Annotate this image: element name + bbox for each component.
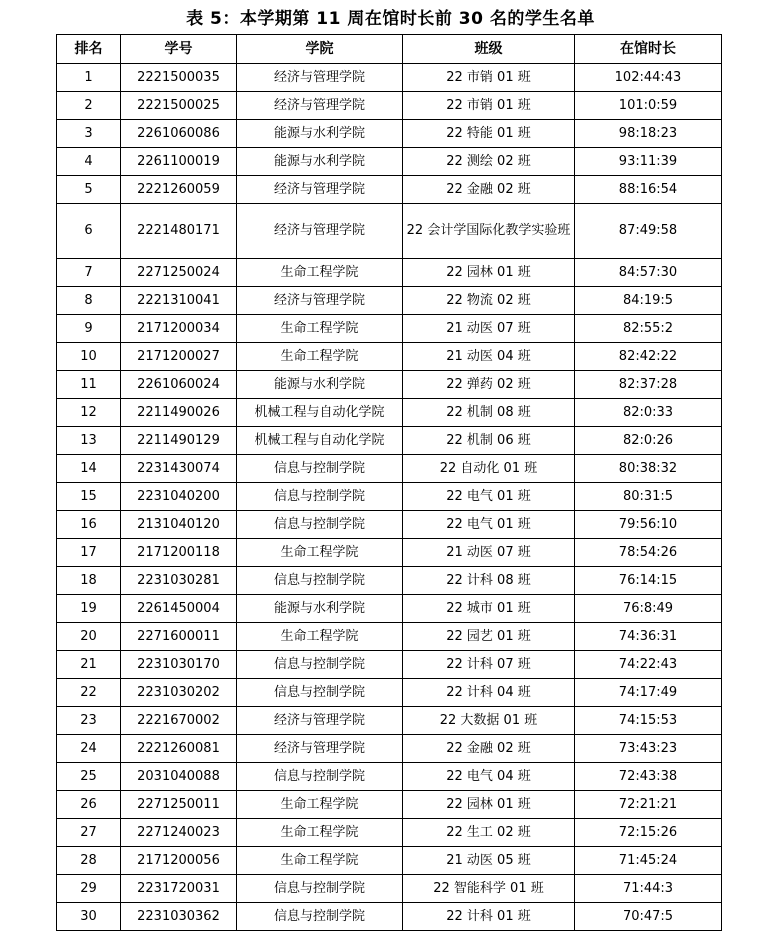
- cell-college: 生命工程学院: [237, 819, 403, 847]
- cell-class: 22 智能科学 01 班: [403, 875, 575, 903]
- table-row: [57, 455, 722, 483]
- table-row: [57, 259, 722, 287]
- cell-college: 能源与水利学院: [237, 148, 403, 176]
- cell-class: 22 自动化 01 班: [403, 455, 575, 483]
- cell-class: 22 电气 01 班: [403, 511, 575, 539]
- table-row: [57, 204, 722, 259]
- cell-rank: 16: [57, 511, 121, 539]
- cell-duration: 80:38:32: [575, 455, 722, 483]
- cell-duration: 88:16:54: [575, 176, 722, 204]
- cell-college: 信息与控制学院: [237, 903, 403, 931]
- header-rank: 排名: [57, 35, 121, 64]
- cell-college: 生命工程学院: [237, 259, 403, 287]
- cell-college: 能源与水利学院: [237, 371, 403, 399]
- cell-rank: 26: [57, 791, 121, 819]
- table-row: [57, 315, 722, 343]
- cell-college: 信息与控制学院: [237, 651, 403, 679]
- cell-college: 信息与控制学院: [237, 567, 403, 595]
- cell-rank: 25: [57, 763, 121, 791]
- table-row: [57, 651, 722, 679]
- cell-class: 22 计科 04 班: [403, 679, 575, 707]
- table-row: [57, 707, 722, 735]
- cell-student-id: 2261060086: [121, 120, 237, 148]
- table-row: [57, 483, 722, 511]
- student-ranking-table: [56, 34, 722, 931]
- cell-class: 22 生工 02 班: [403, 819, 575, 847]
- cell-rank: 10: [57, 343, 121, 371]
- table-row: [57, 791, 722, 819]
- table-row: [57, 679, 722, 707]
- cell-student-id: 2131040120: [121, 511, 237, 539]
- table-row: [57, 176, 722, 204]
- cell-rank: 2: [57, 92, 121, 120]
- cell-duration: 72:21:21: [575, 791, 722, 819]
- cell-duration: 74:36:31: [575, 623, 722, 651]
- cell-student-id: 2211490129: [121, 427, 237, 455]
- cell-duration: 93:11:39: [575, 148, 722, 176]
- cell-duration: 101:0:59: [575, 92, 722, 120]
- table-row: [57, 875, 722, 903]
- cell-rank: 1: [57, 64, 121, 92]
- cell-student-id: 2231030202: [121, 679, 237, 707]
- cell-rank: 22: [57, 679, 121, 707]
- cell-rank: 21: [57, 651, 121, 679]
- cell-duration: 74:17:49: [575, 679, 722, 707]
- cell-rank: 29: [57, 875, 121, 903]
- cell-student-id: 2231040200: [121, 483, 237, 511]
- cell-class: 21 动医 04 班: [403, 343, 575, 371]
- cell-duration: 98:18:23: [575, 120, 722, 148]
- cell-student-id: 2231030170: [121, 651, 237, 679]
- cell-duration: 82:0:33: [575, 399, 722, 427]
- table-row: [57, 511, 722, 539]
- cell-rank: 15: [57, 483, 121, 511]
- header-student-id: 学号: [121, 35, 237, 64]
- cell-class: 21 动医 07 班: [403, 539, 575, 567]
- cell-duration: 74:22:43: [575, 651, 722, 679]
- cell-college: 生命工程学院: [237, 623, 403, 651]
- cell-class: 22 城市 01 班: [403, 595, 575, 623]
- cell-student-id: 2221260081: [121, 735, 237, 763]
- cell-rank: 18: [57, 567, 121, 595]
- cell-rank: 30: [57, 903, 121, 931]
- cell-rank: 19: [57, 595, 121, 623]
- cell-college: 信息与控制学院: [237, 763, 403, 791]
- cell-rank: 5: [57, 176, 121, 204]
- cell-college: 生命工程学院: [237, 791, 403, 819]
- cell-rank: 4: [57, 148, 121, 176]
- cell-rank: 9: [57, 315, 121, 343]
- cell-college: 信息与控制学院: [237, 875, 403, 903]
- cell-class: 22 大数据 01 班: [403, 707, 575, 735]
- cell-college: 经济与管理学院: [237, 735, 403, 763]
- cell-student-id: 2261100019: [121, 148, 237, 176]
- cell-class: 22 弹药 02 班: [403, 371, 575, 399]
- cell-duration: 71:45:24: [575, 847, 722, 875]
- cell-duration: 72:15:26: [575, 819, 722, 847]
- cell-college: 经济与管理学院: [237, 92, 403, 120]
- cell-class: 22 电气 01 班: [403, 483, 575, 511]
- cell-class: 22 市销 01 班: [403, 64, 575, 92]
- cell-class: 22 计科 08 班: [403, 567, 575, 595]
- table-row: [57, 148, 722, 176]
- table-body: [57, 64, 722, 931]
- cell-college: 生命工程学院: [237, 847, 403, 875]
- cell-college: 信息与控制学院: [237, 511, 403, 539]
- cell-student-id: 2171200118: [121, 539, 237, 567]
- cell-student-id: 2221310041: [121, 287, 237, 315]
- cell-duration: 87:49:58: [575, 204, 722, 259]
- cell-duration: 79:56:10: [575, 511, 722, 539]
- cell-rank: 8: [57, 287, 121, 315]
- table-row: [57, 64, 722, 92]
- cell-duration: 82:42:22: [575, 343, 722, 371]
- cell-rank: 27: [57, 819, 121, 847]
- header-duration: 在馆时长: [575, 35, 722, 64]
- cell-duration: 78:54:26: [575, 539, 722, 567]
- cell-college: 机械工程与自动化学院: [237, 427, 403, 455]
- cell-college: 信息与控制学院: [237, 455, 403, 483]
- table-row: [57, 92, 722, 120]
- table-row: [57, 763, 722, 791]
- cell-class: 22 计科 07 班: [403, 651, 575, 679]
- table-row: [57, 735, 722, 763]
- cell-duration: 82:37:28: [575, 371, 722, 399]
- cell-student-id: 2271250011: [121, 791, 237, 819]
- cell-rank: 3: [57, 120, 121, 148]
- cell-class: 22 机制 06 班: [403, 427, 575, 455]
- cell-class: 22 园艺 01 班: [403, 623, 575, 651]
- cell-rank: 17: [57, 539, 121, 567]
- table-row: [57, 427, 722, 455]
- cell-duration: 102:44:43: [575, 64, 722, 92]
- cell-rank: 13: [57, 427, 121, 455]
- cell-rank: 6: [57, 204, 121, 259]
- cell-class: 21 动医 05 班: [403, 847, 575, 875]
- cell-class: 22 电气 04 班: [403, 763, 575, 791]
- cell-duration: 73:43:23: [575, 735, 722, 763]
- cell-class: 22 机制 08 班: [403, 399, 575, 427]
- cell-college: 经济与管理学院: [237, 64, 403, 92]
- cell-student-id: 2171200034: [121, 315, 237, 343]
- cell-duration: 74:15:53: [575, 707, 722, 735]
- table-title: 表 5：本学期第 11 周在馆时长前 30 名的学生名单: [186, 9, 595, 29]
- cell-student-id: 2221260059: [121, 176, 237, 204]
- cell-duration: 70:47:5: [575, 903, 722, 931]
- cell-college: 经济与管理学院: [237, 707, 403, 735]
- cell-student-id: 2221480171: [121, 204, 237, 259]
- cell-college: 信息与控制学院: [237, 483, 403, 511]
- cell-rank: 14: [57, 455, 121, 483]
- table-row: [57, 120, 722, 148]
- table-row: [57, 567, 722, 595]
- cell-class: 22 特能 01 班: [403, 120, 575, 148]
- cell-student-id: 2211490026: [121, 399, 237, 427]
- cell-student-id: 2231430074: [121, 455, 237, 483]
- cell-duration: 80:31:5: [575, 483, 722, 511]
- cell-class: 22 金融 02 班: [403, 735, 575, 763]
- cell-student-id: 2261060024: [121, 371, 237, 399]
- cell-student-id: 2271250024: [121, 259, 237, 287]
- cell-student-id: 2271600011: [121, 623, 237, 651]
- cell-class: 22 物流 02 班: [403, 287, 575, 315]
- cell-rank: 12: [57, 399, 121, 427]
- cell-duration: 76:14:15: [575, 567, 722, 595]
- cell-class: 22 金融 02 班: [403, 176, 575, 204]
- cell-duration: 71:44:3: [575, 875, 722, 903]
- cell-college: 机械工程与自动化学院: [237, 399, 403, 427]
- cell-rank: 24: [57, 735, 121, 763]
- cell-class: 22 市销 01 班: [403, 92, 575, 120]
- cell-duration: 84:19:5: [575, 287, 722, 315]
- cell-student-id: 2171200027: [121, 343, 237, 371]
- cell-college: 经济与管理学院: [237, 176, 403, 204]
- cell-class: 21 动医 07 班: [403, 315, 575, 343]
- cell-student-id: 2221500025: [121, 92, 237, 120]
- table-row: [57, 903, 722, 931]
- cell-student-id: 2031040088: [121, 763, 237, 791]
- cell-class: 22 计科 01 班: [403, 903, 575, 931]
- table-row: [57, 623, 722, 651]
- cell-class: 22 园林 01 班: [403, 259, 575, 287]
- cell-college: 能源与水利学院: [237, 120, 403, 148]
- cell-college: 能源与水利学院: [237, 595, 403, 623]
- cell-student-id: 2221500035: [121, 64, 237, 92]
- table-row: [57, 287, 722, 315]
- cell-rank: 7: [57, 259, 121, 287]
- cell-college: 生命工程学院: [237, 343, 403, 371]
- table-row: [57, 847, 722, 875]
- cell-college: 生命工程学院: [237, 315, 403, 343]
- cell-rank: 23: [57, 707, 121, 735]
- cell-college: 经济与管理学院: [237, 287, 403, 315]
- table-row: [57, 343, 722, 371]
- table-row: [57, 595, 722, 623]
- cell-duration: 84:57:30: [575, 259, 722, 287]
- cell-class: 22 园林 01 班: [403, 791, 575, 819]
- cell-student-id: 2271240023: [121, 819, 237, 847]
- header-class: 班级: [403, 35, 575, 64]
- header-college: 学院: [237, 35, 403, 64]
- table-row: [57, 371, 722, 399]
- table-row: [57, 819, 722, 847]
- cell-student-id: 2231030362: [121, 903, 237, 931]
- cell-student-id: 2231720031: [121, 875, 237, 903]
- cell-rank: 20: [57, 623, 121, 651]
- cell-student-id: 2231030281: [121, 567, 237, 595]
- cell-duration: 82:0:26: [575, 427, 722, 455]
- cell-rank: 11: [57, 371, 121, 399]
- cell-rank: 28: [57, 847, 121, 875]
- cell-student-id: 2221670002: [121, 707, 237, 735]
- cell-student-id: 2171200056: [121, 847, 237, 875]
- cell-duration: 76:8:49: [575, 595, 722, 623]
- cell-class: 22 会计学国际化教学实验班: [403, 204, 575, 259]
- cell-student-id: 2261450004: [121, 595, 237, 623]
- cell-college: 信息与控制学院: [237, 679, 403, 707]
- table-row: [57, 539, 722, 567]
- cell-college: 经济与管理学院: [237, 204, 403, 259]
- cell-duration: 82:55:2: [575, 315, 722, 343]
- cell-class: 22 测绘 02 班: [403, 148, 575, 176]
- cell-college: 生命工程学院: [237, 539, 403, 567]
- table-row: [57, 399, 722, 427]
- table-header-row: [57, 35, 722, 64]
- cell-duration: 72:43:38: [575, 763, 722, 791]
